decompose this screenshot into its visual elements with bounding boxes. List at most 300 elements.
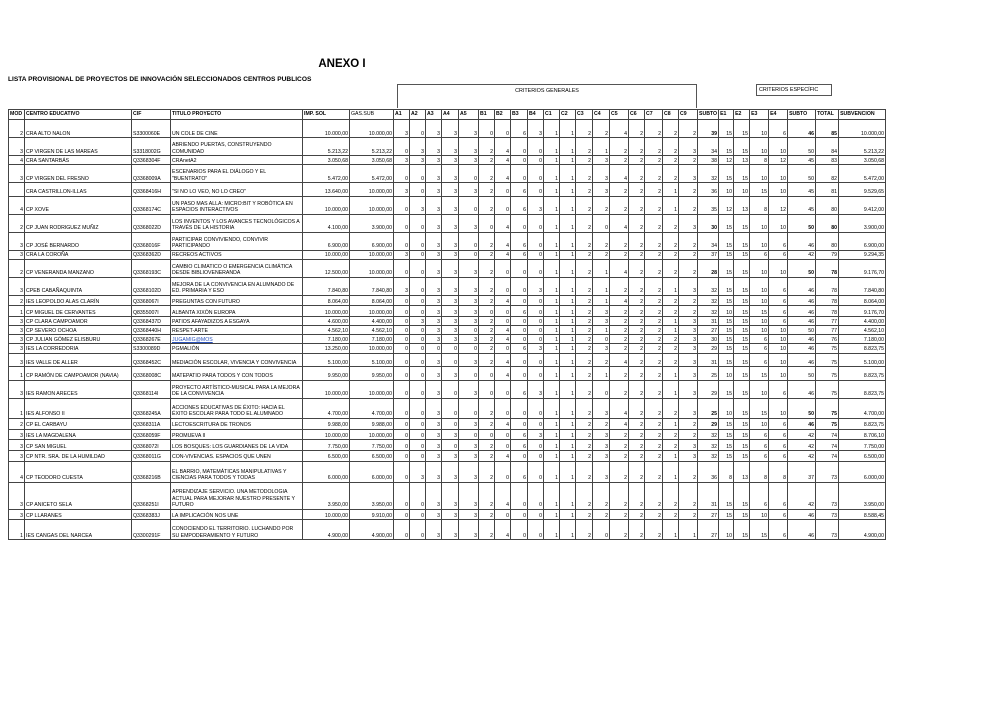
score-cell: 0 <box>495 317 511 326</box>
subtotal-general-cell: 27 <box>698 509 719 520</box>
score-cell: 1 <box>544 344 560 354</box>
total-cell: 81 <box>816 183 839 197</box>
score-cell: 2 <box>645 418 663 429</box>
score-cell: 3 <box>459 306 479 317</box>
imp-sol-cell: 10.000,00 <box>303 509 350 520</box>
score-cell: 0 <box>459 367 479 381</box>
score-cell: 0 <box>511 509 528 520</box>
imp-sol-cell: 7.180,00 <box>303 335 350 344</box>
titulo-cell: CAMBIO CLIMATICO O EMERGENCIA CLIMÁTICA DESDE BIBLIOVENERANDA <box>171 259 303 277</box>
subtotal-especifico-cell: 42 <box>788 440 816 451</box>
score-cell: 2 <box>610 326 629 335</box>
subvencion-cell: 4.700,00 <box>839 398 886 418</box>
mod-cell: 2 <box>9 418 25 429</box>
column-header-c7: C7 <box>645 110 663 120</box>
table-row <box>9 138 886 156</box>
centro-cell: CP VIRGEN DE LAS MAREAS <box>25 138 132 156</box>
score-cell: 2 <box>645 196 663 214</box>
score-cell: 0 <box>394 306 410 317</box>
score-cell: 4 <box>610 214 629 232</box>
mod-cell: 3 <box>9 165 25 183</box>
score-cell: 2 <box>645 138 663 156</box>
score-cell: 3 <box>426 232 442 250</box>
subtotal-general-cell: 32 <box>698 295 719 306</box>
score-cell: 2 <box>645 165 663 183</box>
titulo-cell: LOS INVENTOS Y LOS AVANCES TECNOLÓGICOS A TRAVÉS DE LA HISTORIA <box>171 214 303 232</box>
table-row <box>9 156 886 165</box>
gas-sub-cell: 7.750,00 <box>350 440 394 451</box>
score-especifico-cell: 10 <box>769 259 788 277</box>
titulo-cell: PATIOS AFAYADIZOS A ESGAYA <box>171 317 303 326</box>
score-cell: 1 <box>560 259 576 277</box>
score-cell: 3 <box>442 232 459 250</box>
score-cell: 3 <box>426 509 442 520</box>
score-cell: 0 <box>528 250 544 259</box>
score-cell: 2 <box>629 232 645 250</box>
score-cell: 0 <box>511 295 528 306</box>
titulo-cell[interactable]: JUGAMIG@MOS <box>171 335 303 344</box>
score-cell: 2 <box>679 429 698 440</box>
score-cell: 2 <box>645 461 663 482</box>
score-especifico-cell: 15 <box>734 120 750 138</box>
score-cell: 3 <box>426 250 442 259</box>
subtotal-especifico-cell: 46 <box>788 418 816 429</box>
score-cell: 2 <box>679 418 698 429</box>
cif-cell: Q3368362D <box>132 250 171 259</box>
score-cell: 1 <box>560 461 576 482</box>
score-cell: 3 <box>442 138 459 156</box>
score-cell: 6 <box>511 380 528 398</box>
score-especifico-cell: 15 <box>719 259 734 277</box>
score-cell: 3 <box>459 183 479 197</box>
score-especifico-cell: 15 <box>719 380 734 398</box>
score-cell: 0 <box>593 520 610 540</box>
score-cell: 2 <box>610 335 629 344</box>
subtotal-especifico-cell: 46 <box>788 380 816 398</box>
subtotal-general-cell: 36 <box>698 461 719 482</box>
score-cell: 2 <box>610 482 629 509</box>
table-header-row <box>9 110 886 120</box>
score-cell: 2 <box>645 440 663 451</box>
subtotal-general-cell: 31 <box>698 482 719 509</box>
score-especifico-cell: 10 <box>769 165 788 183</box>
score-especifico-cell: 10 <box>769 214 788 232</box>
score-especifico-cell: 10 <box>769 367 788 381</box>
mod-cell: 1 <box>9 520 25 540</box>
titulo-cell: PARTICIPAR CONVIVIENDO, CONVIVIR PARTICIPANDO <box>171 232 303 250</box>
score-cell: 2 <box>479 165 495 183</box>
score-cell: 2 <box>629 183 645 197</box>
subvencion-cell: 4.562,10 <box>839 326 886 335</box>
score-cell: 2 <box>479 353 495 367</box>
score-cell: 3 <box>442 214 459 232</box>
score-cell: 0 <box>528 398 544 418</box>
score-cell: 3 <box>459 295 479 306</box>
score-cell: 3 <box>394 250 410 259</box>
table-row <box>9 451 886 462</box>
table-row <box>9 418 886 429</box>
score-cell: 2 <box>576 232 593 250</box>
score-cell: 0 <box>479 120 495 138</box>
centro-cell: CP TEODORO CUESTA <box>25 461 132 482</box>
cif-cell: Q3368011G <box>132 451 171 462</box>
score-cell: 1 <box>560 232 576 250</box>
score-cell: 1 <box>544 326 560 335</box>
score-especifico-cell: 15 <box>734 380 750 398</box>
projects-table <box>8 109 886 540</box>
centro-cell: IES RAMON ARECES <box>25 380 132 398</box>
score-cell: 1 <box>544 250 560 259</box>
score-cell: 2 <box>479 259 495 277</box>
column-header-b3: B3 <box>511 110 528 120</box>
imp-sol-cell: 5.213,22 <box>303 138 350 156</box>
score-especifico-cell: 15 <box>734 482 750 509</box>
score-especifico-cell: 6 <box>750 250 769 259</box>
score-especifico-cell: 10 <box>750 138 769 156</box>
imp-sol-cell: 13.640,00 <box>303 183 350 197</box>
table-row <box>9 335 886 344</box>
score-cell: 2 <box>593 250 610 259</box>
mod-cell: 2 <box>9 295 25 306</box>
score-cell: 1 <box>544 183 560 197</box>
score-especifico-cell: 10 <box>769 353 788 367</box>
gas-sub-cell: 10.000,00 <box>350 306 394 317</box>
score-cell: 3 <box>426 277 442 295</box>
score-cell: 2 <box>576 183 593 197</box>
score-cell: 3 <box>679 353 698 367</box>
score-especifico-cell: 15 <box>719 418 734 429</box>
score-cell: 0 <box>479 214 495 232</box>
imp-sol-cell: 6.500,00 <box>303 451 350 462</box>
titulo-cell: LOS BOSQUES: LOS GUARDIANES DE LA VIDA <box>171 440 303 451</box>
score-cell: 3 <box>459 138 479 156</box>
subtotal-especifico-cell: 46 <box>788 232 816 250</box>
score-cell: 3 <box>442 156 459 165</box>
score-cell: 1 <box>560 482 576 509</box>
score-cell: 2 <box>610 509 629 520</box>
score-cell: 1 <box>544 165 560 183</box>
cif-cell: Q3368216B <box>132 461 171 482</box>
score-especifico-cell: 15 <box>750 306 769 317</box>
score-cell: 1 <box>663 380 679 398</box>
total-cell: 77 <box>816 326 839 335</box>
score-cell: 1 <box>560 380 576 398</box>
score-cell: 1 <box>544 418 560 429</box>
score-especifico-cell: 15 <box>719 277 734 295</box>
score-cell: 2 <box>610 367 629 381</box>
score-cell: 2 <box>479 156 495 165</box>
mod-cell: 1 <box>9 367 25 381</box>
cif-cell: Q3368193C <box>132 259 171 277</box>
column-header-e2: E2 <box>734 110 750 120</box>
score-cell: 0 <box>528 259 544 277</box>
cif-cell: Q3368383J <box>132 509 171 520</box>
score-cell: 3 <box>442 482 459 509</box>
score-cell: 0 <box>495 509 511 520</box>
table-row <box>9 214 886 232</box>
score-cell: 3 <box>679 326 698 335</box>
score-cell: 1 <box>544 259 560 277</box>
centro-cell: CP ANICETO SELA <box>25 482 132 509</box>
subvencion-cell: 9.176,70 <box>839 306 886 317</box>
score-cell: 2 <box>663 156 679 165</box>
score-cell: 0 <box>394 451 410 462</box>
column-header-b1: B1 <box>479 110 495 120</box>
score-cell: 2 <box>645 232 663 250</box>
mod-cell: 3 <box>9 451 25 462</box>
score-cell: 1 <box>593 277 610 295</box>
score-especifico-cell: 10 <box>719 183 734 197</box>
score-cell: 0 <box>495 429 511 440</box>
total-cell: 73 <box>816 461 839 482</box>
score-cell: 3 <box>426 326 442 335</box>
centro-cell: IES ALFONSO II <box>25 398 132 418</box>
total-cell: 76 <box>816 335 839 344</box>
score-cell: 0 <box>394 440 410 451</box>
score-cell: 3 <box>394 156 410 165</box>
score-cell: 2 <box>576 156 593 165</box>
subtotal-general-cell: 35 <box>698 196 719 214</box>
score-especifico-cell: 10 <box>769 138 788 156</box>
score-cell: 3 <box>394 183 410 197</box>
score-especifico-cell: 6 <box>769 440 788 451</box>
score-especifico-cell: 6 <box>750 429 769 440</box>
score-cell: 2 <box>645 482 663 509</box>
subtotal-general-cell: 37 <box>698 250 719 259</box>
subvencion-cell: 7.840,80 <box>839 277 886 295</box>
score-cell: 1 <box>544 353 560 367</box>
score-cell: 2 <box>610 317 629 326</box>
score-cell: 0 <box>459 196 479 214</box>
score-cell: 3 <box>459 461 479 482</box>
score-cell: 0 <box>410 232 426 250</box>
total-cell: 73 <box>816 482 839 509</box>
gas-sub-cell: 3.050,68 <box>350 156 394 165</box>
score-cell: 0 <box>459 429 479 440</box>
subvencion-cell: 5.213,22 <box>839 138 886 156</box>
score-cell: 4 <box>495 156 511 165</box>
total-cell: 74 <box>816 451 839 462</box>
score-cell: 0 <box>442 440 459 451</box>
titulo-cell: ACCIONES EDUCATIVAS DE ÉXITO: HACIA EL ÉXITO ESCOLAR PARA TODO EL ALUMNADO <box>171 398 303 418</box>
score-especifico-cell: 15 <box>719 317 734 326</box>
subtotal-especifico-cell: 50 <box>788 367 816 381</box>
score-cell: 2 <box>629 295 645 306</box>
centro-cell: CP NTR. SRA. DE LA HUMILDAD <box>25 451 132 462</box>
column-header-a4: A4 <box>442 110 459 120</box>
imp-sol-cell: 7.750,00 <box>303 440 350 451</box>
subtotal-general-cell: 27 <box>698 326 719 335</box>
score-cell: 0 <box>479 306 495 317</box>
score-especifico-cell: 10 <box>750 165 769 183</box>
score-cell: 2 <box>663 295 679 306</box>
score-cell: 0 <box>459 232 479 250</box>
total-cell: 78 <box>816 295 839 306</box>
score-cell: 1 <box>544 520 560 540</box>
score-cell: 1 <box>544 232 560 250</box>
score-cell: 2 <box>576 138 593 156</box>
score-cell: 2 <box>663 120 679 138</box>
score-cell: 1 <box>544 295 560 306</box>
score-cell: 3 <box>528 380 544 398</box>
score-cell: 2 <box>479 317 495 326</box>
subvencion-cell: 8.823,75 <box>839 367 886 381</box>
score-cell: 3 <box>442 306 459 317</box>
score-cell: 0 <box>511 335 528 344</box>
cif-cell: Q3368437D <box>132 317 171 326</box>
mod-cell: 3 <box>9 353 25 367</box>
total-cell: 80 <box>816 214 839 232</box>
score-cell: 2 <box>629 306 645 317</box>
score-cell: 2 <box>645 451 663 462</box>
score-cell: 0 <box>528 317 544 326</box>
score-cell: 3 <box>442 259 459 277</box>
gas-sub-cell: 10.000,00 <box>350 250 394 259</box>
column-header-e1: E1 <box>719 110 734 120</box>
imp-sol-cell: 4.562,10 <box>303 326 350 335</box>
score-cell: 3 <box>410 138 426 156</box>
score-cell: 2 <box>679 250 698 259</box>
score-cell: 0 <box>511 326 528 335</box>
score-especifico-cell: 8 <box>750 156 769 165</box>
score-cell: 3 <box>679 214 698 232</box>
subvencion-cell: 5.100,00 <box>839 353 886 367</box>
score-cell: 0 <box>410 440 426 451</box>
score-especifico-cell: 12 <box>719 196 734 214</box>
score-especifico-cell: 10 <box>734 183 750 197</box>
score-cell: 2 <box>645 259 663 277</box>
score-especifico-cell: 6 <box>769 120 788 138</box>
score-cell: 2 <box>663 306 679 317</box>
score-cell: 2 <box>593 418 610 429</box>
subtotal-general-cell: 32 <box>698 306 719 317</box>
cif-cell: Q3368304F <box>132 156 171 165</box>
score-especifico-cell: 10 <box>750 232 769 250</box>
cif-cell: Q3368416H <box>132 183 171 197</box>
score-cell: 2 <box>576 165 593 183</box>
score-cell: 2 <box>629 277 645 295</box>
score-cell: 3 <box>442 509 459 520</box>
score-cell: 1 <box>544 451 560 462</box>
score-cell: 1 <box>593 367 610 381</box>
score-especifico-cell: 10 <box>719 306 734 317</box>
score-cell: 4 <box>495 250 511 259</box>
score-cell: 0 <box>495 380 511 398</box>
mod-cell: 3 <box>9 335 25 344</box>
score-cell: 2 <box>679 295 698 306</box>
score-cell: 3 <box>679 380 698 398</box>
subtotal-especifico-cell: 37 <box>788 461 816 482</box>
gas-sub-cell: 10.000,00 <box>350 120 394 138</box>
score-especifico-cell: 6 <box>769 418 788 429</box>
score-cell: 2 <box>629 418 645 429</box>
score-cell: 0 <box>394 380 410 398</box>
score-cell: 3 <box>459 120 479 138</box>
subtotal-general-cell: 31 <box>698 353 719 367</box>
subtotal-general-cell: 29 <box>698 418 719 429</box>
table-row <box>9 509 886 520</box>
score-especifico-cell: 15 <box>734 418 750 429</box>
table-row <box>9 367 886 381</box>
score-cell: 3 <box>442 335 459 344</box>
score-cell: 6 <box>511 429 528 440</box>
score-especifico-cell: 6 <box>769 429 788 440</box>
score-cell: 3 <box>426 461 442 482</box>
score-cell: 4 <box>495 326 511 335</box>
table-row <box>9 520 886 540</box>
gas-sub-cell: 10.000,00 <box>350 344 394 354</box>
score-cell: 3 <box>394 120 410 138</box>
titulo-cell: UN PASO MAS ALLA: MICRO:BIT Y ROBÓTICA EN ESPACIOS INTERACTIVOS <box>171 196 303 214</box>
centro-cell: CP SAN MIGUEL <box>25 440 132 451</box>
score-cell: 0 <box>459 398 479 418</box>
score-especifico-cell: 6 <box>769 295 788 306</box>
score-especifico-cell: 15 <box>734 440 750 451</box>
score-cell: 2 <box>479 183 495 197</box>
score-cell: 3 <box>426 156 442 165</box>
score-cell: 3 <box>442 429 459 440</box>
mod-cell: 3 <box>9 429 25 440</box>
score-especifico-cell: 10 <box>719 520 734 540</box>
score-cell: 2 <box>479 398 495 418</box>
score-especifico-cell: 10 <box>750 295 769 306</box>
cif-cell: S3300060E <box>132 120 171 138</box>
score-cell: 0 <box>410 367 426 381</box>
score-cell: 3 <box>426 295 442 306</box>
score-cell: 2 <box>663 440 679 451</box>
score-cell: 3 <box>426 259 442 277</box>
score-cell: 0 <box>528 520 544 540</box>
score-cell: 0 <box>528 138 544 156</box>
score-especifico-cell: 15 <box>734 326 750 335</box>
total-cell: 84 <box>816 138 839 156</box>
centro-cell: CRA LA COROÑA <box>25 250 132 259</box>
score-especifico-cell: 10 <box>750 509 769 520</box>
score-especifico-cell: 8 <box>769 461 788 482</box>
score-especifico-cell: 15 <box>734 509 750 520</box>
centro-cell: CRA ALTO NALON <box>25 120 132 138</box>
score-cell: 2 <box>479 418 495 429</box>
titulo-cell: EL BARRIO, MATEMÁTICAS MANIPULATIVAS Y CIENCIAS PARA TODOS Y TODAS <box>171 461 303 482</box>
score-especifico-cell: 6 <box>769 520 788 540</box>
score-especifico-cell: 15 <box>719 232 734 250</box>
score-cell: 4 <box>495 232 511 250</box>
subtotal-especifico-cell: 45 <box>788 183 816 197</box>
score-cell: 0 <box>394 398 410 418</box>
subtotal-general-cell: 25 <box>698 398 719 418</box>
score-cell: 2 <box>645 183 663 197</box>
gas-sub-cell: 3.950,00 <box>350 482 394 509</box>
score-especifico-cell: 15 <box>719 165 734 183</box>
column-header-a5: A5 <box>459 110 479 120</box>
score-especifico-cell: 15 <box>734 232 750 250</box>
score-cell: 1 <box>560 295 576 306</box>
total-cell: 77 <box>816 317 839 326</box>
score-especifico-cell: 12 <box>769 156 788 165</box>
score-cell: 2 <box>663 165 679 183</box>
column-header-a2: A2 <box>410 110 426 120</box>
titulo-cell: CRAnetA2 <box>171 156 303 165</box>
score-cell: 0 <box>511 353 528 367</box>
score-cell: 2 <box>645 214 663 232</box>
score-cell: 2 <box>576 451 593 462</box>
score-especifico-cell: 15 <box>719 482 734 509</box>
score-cell: 3 <box>426 183 442 197</box>
gas-sub-cell: 7.180,00 <box>350 335 394 344</box>
gas-sub-cell: 10.000,00 <box>350 380 394 398</box>
table-row <box>9 461 886 482</box>
total-cell: 79 <box>816 250 839 259</box>
